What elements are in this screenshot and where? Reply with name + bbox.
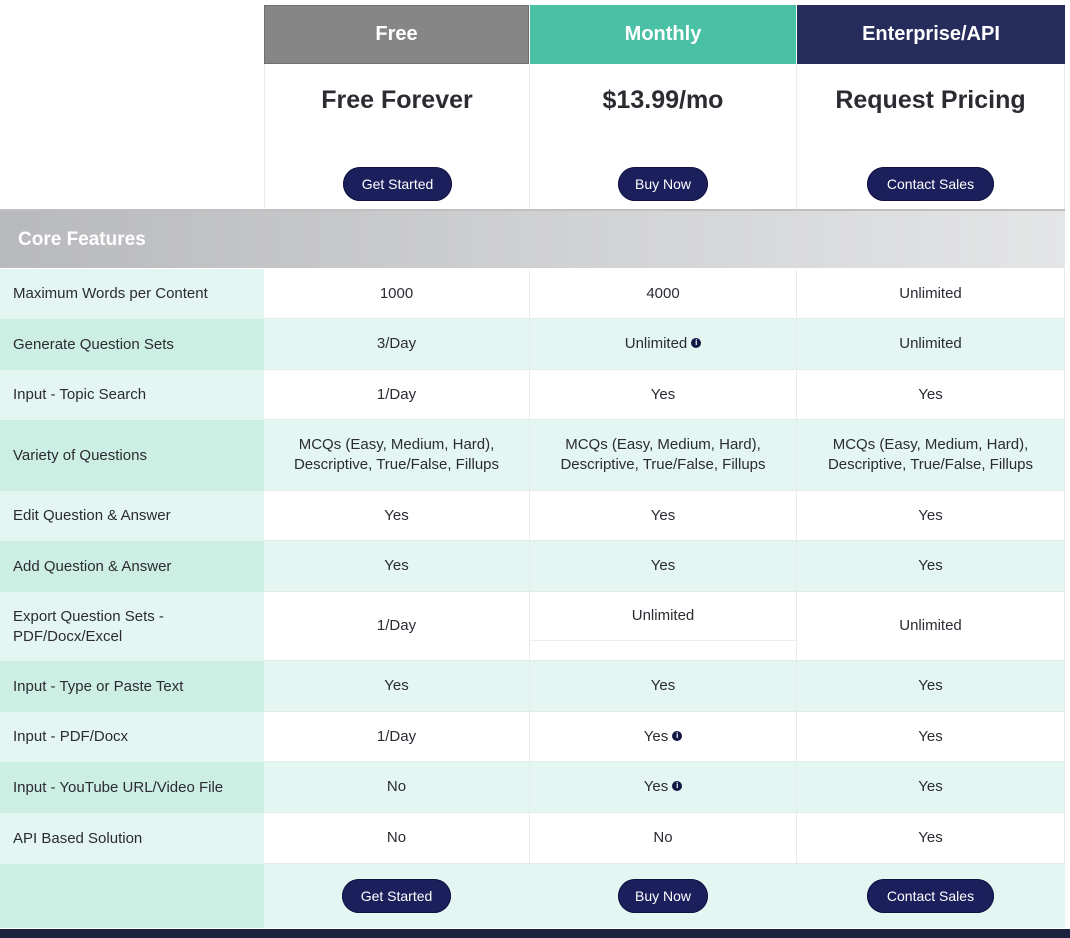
cell-value: No [653,829,673,846]
footer-row [0,864,1065,928]
cell-divider [530,640,796,641]
price-box-enterprise [797,64,1065,210]
buy-now-button-top[interactable]: Buy Now [618,167,708,201]
cell-value: MCQs (Easy, Medium, Hard), Descriptive, True/False, Fillups [560,436,766,473]
feature-label: Export Question Sets - PDF/Docx/Excel [0,592,264,661]
cell-monthly [530,541,797,592]
cell-enterprise [797,420,1065,491]
feature-label: Generate Question Sets [0,319,264,370]
cell-monthly [530,420,797,491]
cell-enterprise [797,491,1065,541]
cell-value: MCQs (Easy, Medium, Hard), Descriptive, True/False, Fillups [293,436,500,473]
cell-enterprise [797,541,1065,592]
cell-value: Yes [918,385,943,403]
cell-monthly [530,319,797,370]
price-monthly: $13.99/mo [602,86,724,114]
cell-free [264,269,530,319]
feature-label: Input - Type or Paste Text [0,661,264,712]
price-free: Free Forever [321,86,473,114]
cell-value: 1/Day [376,617,417,634]
cell-free [264,762,530,813]
cell-value: Yes [650,677,676,694]
cell-free [264,661,530,712]
cell-free [264,541,530,592]
cell-value: Unlimited [631,607,695,624]
cell-value: Yes [918,557,943,574]
cell-value: Yes [918,506,943,524]
cell-enterprise [797,269,1065,319]
cell-enterprise [797,370,1065,420]
cell-enterprise [797,712,1065,762]
cell-monthly [530,762,797,813]
cell-enterprise [797,592,1065,661]
cell-value: Yes [918,727,943,745]
cell-value: 1/Day [376,727,417,745]
plan-name-monthly: Monthly [624,23,702,45]
cell-value: 1/Day [376,385,417,403]
get-started-button-bottom[interactable]: Get Started [342,879,451,913]
cell-value: Unlimited [899,335,962,352]
cell-value: No [386,829,407,846]
cell-value: 1000 [379,284,414,302]
get-started-button-top[interactable]: Get Started [343,167,452,201]
cell-value: 3/Day [376,335,417,352]
cell-free [264,592,530,661]
cell-free [264,319,530,370]
feature-label: Edit Question & Answer [0,491,264,541]
info-icon[interactable]: i [672,781,682,791]
cell-value: Yes [918,677,943,694]
feature-label: Input - Topic Search [0,370,264,420]
contact-sales-button-bottom[interactable]: Contact Sales [867,879,994,913]
plan-name-free: Free [375,23,418,45]
cell-value: MCQs (Easy, Medium, Hard), Descriptive, True/False, Fillups [827,436,1034,473]
feature-label: Variety of Questions [0,420,264,491]
cell-value: Yes [650,385,676,403]
section-header-core-features [0,209,1065,268]
cell-free [264,813,530,864]
cell-free [264,491,530,541]
cell-free [264,712,530,762]
cell-value: Unlimited [624,335,688,352]
plan-header-free [264,5,529,64]
cell-value: Yes [650,506,676,524]
cell-enterprise [797,661,1065,712]
info-icon[interactable]: i [672,731,682,741]
plan-header-monthly [530,5,796,64]
price-box-free [264,64,530,210]
feature-label: Add Question & Answer [0,541,264,592]
cell-value: Yes [918,778,943,795]
footer-feature-cell [0,864,264,928]
section-title: Core Features [18,228,146,250]
cell-monthly [530,491,797,541]
cell-free [264,370,530,420]
cell-enterprise [797,762,1065,813]
footer-bar [0,929,1070,938]
feature-label: Input - PDF/Docx [0,712,264,762]
cell-monthly [530,592,797,661]
cell-enterprise [797,813,1065,864]
cell-value: Yes [384,677,409,694]
feature-label: Input - YouTube URL/Video File [0,762,264,813]
info-icon[interactable]: i [691,338,701,348]
cell-value: No [386,778,407,795]
buy-now-button-bottom[interactable]: Buy Now [618,879,708,913]
price-box-monthly [530,64,797,210]
cell-value: Yes [643,778,669,795]
cell-value: Unlimited [899,284,962,302]
cell-value: Yes [384,557,409,574]
price-enterprise: Request Pricing [835,86,1026,114]
feature-label: API Based Solution [0,813,264,864]
cell-monthly [530,370,797,420]
cell-monthly [530,712,797,762]
cell-monthly [530,661,797,712]
plan-name-enterprise: Enterprise/API [862,23,1000,45]
cell-value: Yes [650,557,676,574]
contact-sales-button-top[interactable]: Contact Sales [867,167,994,201]
cell-value: 4000 [646,284,680,302]
cell-value: Yes [918,829,943,846]
cell-free [264,420,530,491]
cell-monthly [530,269,797,319]
cell-value: Yes [384,506,409,524]
feature-label: Maximum Words per Content [0,269,264,319]
cell-monthly [530,813,797,864]
cell-enterprise [797,319,1065,370]
cell-value: Unlimited [899,617,962,634]
plan-header-enterprise [797,5,1065,64]
cell-value: Yes [643,727,669,745]
